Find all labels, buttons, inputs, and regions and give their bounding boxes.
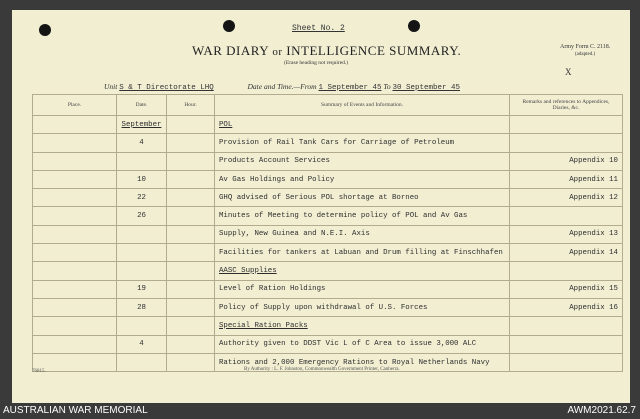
title-rest: INTELLIGENCE SUMMARY.	[286, 43, 462, 58]
date-cell: September	[117, 116, 167, 134]
summary-cell: Policy of Supply upon withdrawal of U.S. Forces	[215, 298, 510, 316]
accession-number: AWM2021.62.7	[567, 405, 636, 416]
remarks-cell: Appendix 10	[510, 152, 623, 170]
diary-table	[32, 94, 623, 372]
date-cell	[117, 353, 167, 371]
summary-cell: Provision of Rail Tank Cars for Carriage of Petroleum	[215, 134, 510, 152]
table-row	[33, 335, 623, 353]
remarks-cell	[510, 134, 623, 152]
place-cell	[33, 280, 117, 298]
date-from: 1 September 45	[318, 84, 382, 92]
form-code: 76815.	[32, 369, 46, 374]
hour-cell	[167, 353, 215, 371]
hour-cell	[167, 335, 215, 353]
place-cell	[33, 225, 117, 243]
hour-cell	[167, 116, 215, 134]
summary-cell: Products Account Services	[215, 152, 510, 170]
remarks-cell: Appendix 14	[510, 244, 623, 262]
date-label: Date and Time.—From	[247, 82, 317, 91]
place-cell	[33, 152, 117, 170]
title-main: WAR DIARY	[192, 43, 269, 58]
summary-cell: Rations and 2,000 Emergency Rations to Royal Netherlands Navy	[215, 353, 510, 371]
summary-heading: Special Ration Packs	[215, 317, 510, 335]
summary-cell: Av Gas Holdings and Policy	[215, 170, 510, 188]
remarks-cell	[510, 207, 623, 225]
army-form-note: (adapted.)	[575, 52, 596, 57]
table-row	[33, 225, 623, 243]
place-cell	[33, 335, 117, 353]
punch-hole	[408, 20, 420, 32]
summary-cell: Facilities for tankers at Labuan and Drum filling at Finschhafen	[215, 244, 510, 262]
page-title	[192, 43, 461, 59]
diary-sheet	[12, 10, 630, 403]
place-cell	[33, 207, 117, 225]
remarks-cell: Appendix 12	[510, 189, 623, 207]
remarks-cell	[510, 116, 623, 134]
remarks-cell: Appendix 11	[510, 170, 623, 188]
unit-value: S & T Directorate LHQ	[119, 84, 214, 92]
table-row	[33, 280, 623, 298]
table-row	[33, 134, 623, 152]
date-cell	[117, 225, 167, 243]
table-row	[33, 116, 623, 134]
unit-label: Unit	[104, 82, 118, 91]
place-cell	[33, 298, 117, 316]
table-row	[33, 152, 623, 170]
place-cell	[33, 244, 117, 262]
summary-cell: Level of Ration Holdings	[215, 280, 510, 298]
place-cell	[33, 262, 117, 280]
table-row	[33, 298, 623, 316]
table-row	[33, 262, 623, 280]
table-row	[33, 189, 623, 207]
hour-cell	[167, 189, 215, 207]
summary-cell: Authority given to DDST Vic L of C Area to issue 3,000 ALC	[215, 335, 510, 353]
table-header-row	[33, 95, 623, 116]
punch-hole	[223, 20, 235, 32]
date-cell: 4	[117, 134, 167, 152]
col-remarks: Remarks and references to Appendices, Diaries, &c.	[510, 95, 623, 116]
summary-heading: POL	[215, 116, 510, 134]
date-cell: 19	[117, 280, 167, 298]
date-cell: 28	[117, 298, 167, 316]
summary-cell: GHQ advised of Serious POL shortage at Borneo	[215, 189, 510, 207]
remarks-cell	[510, 335, 623, 353]
printer-line: By Authority : L. F. Johnston, Commonwealth Government Printer, Canberra.	[244, 367, 400, 372]
col-date: Date.	[117, 95, 167, 116]
hour-cell	[167, 134, 215, 152]
place-cell	[33, 317, 117, 335]
summary-cell: Supply, New Guinea and N.E.I. Axis	[215, 225, 510, 243]
remarks-cell: Appendix 15	[510, 280, 623, 298]
date-cell: 4	[117, 335, 167, 353]
summary-heading: AASC Supplies	[215, 262, 510, 280]
date-cell	[117, 262, 167, 280]
punch-hole	[39, 24, 51, 36]
hour-cell	[167, 225, 215, 243]
date-to-label: To	[383, 82, 391, 91]
remarks-cell	[510, 353, 623, 371]
hour-cell	[167, 244, 215, 262]
date-cell	[117, 152, 167, 170]
hour-cell	[167, 170, 215, 188]
title-or: or	[272, 46, 283, 58]
hour-cell	[167, 317, 215, 335]
remarks-cell: Appendix 13	[510, 225, 623, 243]
date-cell	[117, 244, 167, 262]
col-hour: Hour.	[167, 95, 215, 116]
archive-footer	[0, 405, 640, 419]
date-cell: 22	[117, 189, 167, 207]
date-to: 30 September 45	[392, 84, 460, 92]
unit-date-line	[104, 82, 460, 92]
table-row	[33, 170, 623, 188]
hour-cell	[167, 298, 215, 316]
army-form-number: Army Form C. 2118.	[560, 44, 611, 50]
table-row	[33, 317, 623, 335]
date-cell: 26	[117, 207, 167, 225]
sheet-number: Sheet No. 2	[292, 24, 345, 33]
place-cell	[33, 189, 117, 207]
col-summary: Summary of Events and Information.	[215, 95, 510, 116]
table-row	[33, 207, 623, 225]
hour-cell	[167, 207, 215, 225]
corner-mark: X	[565, 67, 572, 77]
table-row	[33, 244, 623, 262]
place-cell	[33, 134, 117, 152]
hour-cell	[167, 262, 215, 280]
place-cell	[33, 170, 117, 188]
archive-name: AUSTRALIAN WAR MEMORIAL	[3, 405, 148, 416]
remarks-cell: Appendix 16	[510, 298, 623, 316]
remarks-cell	[510, 262, 623, 280]
remarks-cell	[510, 317, 623, 335]
place-cell	[33, 116, 117, 134]
title-note: (Erase heading not required.)	[284, 60, 349, 66]
col-place: Place.	[33, 95, 117, 116]
date-cell	[117, 317, 167, 335]
summary-cell: Minutes of Meeting to determine policy of POL and Av Gas	[215, 207, 510, 225]
date-cell: 10	[117, 170, 167, 188]
hour-cell	[167, 280, 215, 298]
hour-cell	[167, 152, 215, 170]
